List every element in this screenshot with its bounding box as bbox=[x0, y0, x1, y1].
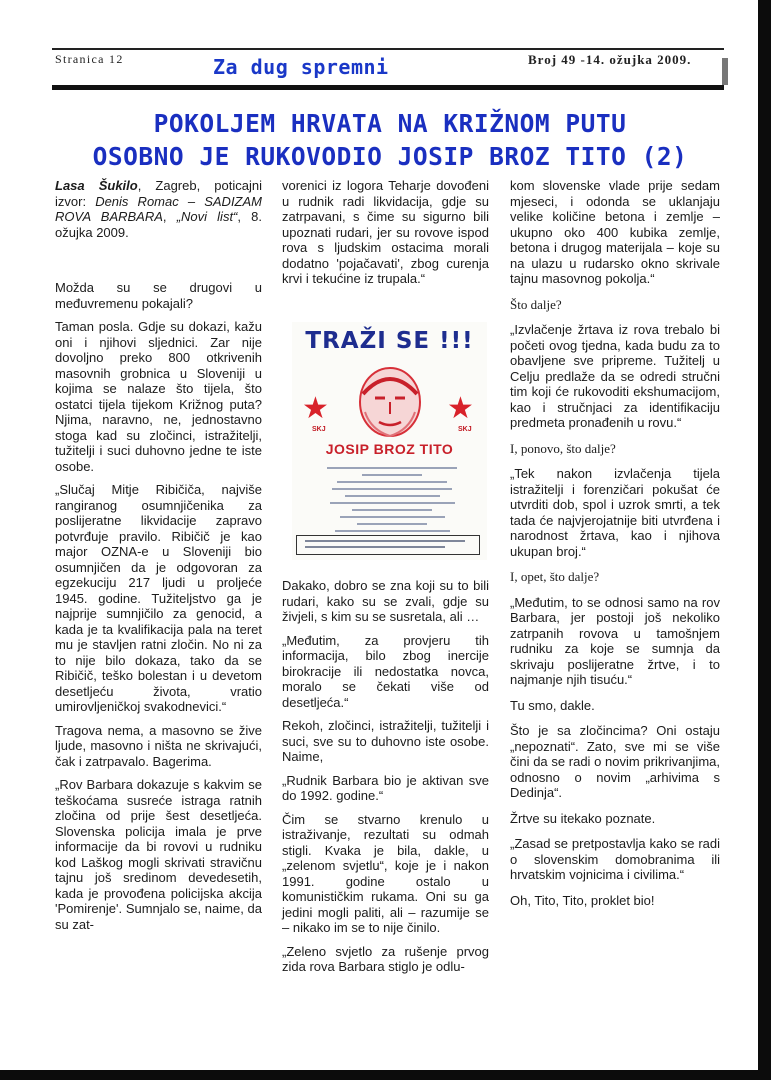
headline-line-2: OSOBNO JE RUKOVODIO JOSIP BROZ TITO (2) bbox=[92, 142, 688, 171]
poster-footer-box bbox=[296, 535, 480, 555]
header-rule-top bbox=[52, 48, 724, 50]
quote-paragraph: „Rudnik Barbara bio je aktivan sve do 1992. godine.“ bbox=[282, 772, 489, 803]
paragraph: Tu smo, dakle. bbox=[510, 697, 595, 713]
quote-paragraph: „Tek nakon izvlačenja tijela istražitelji i forenzičari pokušat će utvrditi dob, spol i uzrok smrti, a tek tada će najvjerojatnije biti utvrđena i narodnost žrtava, kao i njihova ukupan broj.“ bbox=[510, 466, 720, 559]
red-star-icon: ★ bbox=[447, 392, 474, 425]
column-2-bottom bbox=[282, 578, 489, 983]
column-3 bbox=[510, 178, 720, 918]
closing-line: Oh, Tito, Tito, proklet bio! bbox=[510, 892, 655, 908]
paragraph: Što je sa zločincima? Oni ostaju „nepoznati“. Zato, sve mi se više čini da se radi o novim prikrivanjima, odnosno o novim „arhivima s Dedinja“. bbox=[510, 723, 720, 800]
byline-source: Denis Romac – SADIZAM ROVA BARBARA bbox=[55, 193, 262, 224]
poster-fine-print bbox=[322, 462, 462, 537]
quote-paragraph: „Slučaj Mitje Ribičiča, najviše rangiranog osumnjičenika za poslijeratne likvidacije zapravo potvrđuje pravilo. Ribičič je kao major OZNA-e u Sloveniji bio osumnjičen da je odgovoran za egzekuciju 217 ljudi u proljeće 1945. godine. Tužiteljstvo ga je najprije sumnjičilo za genocid, a kada je ta kvalifikacija pala na teret mu je stavljen ratni zločin. No ni za to nije bilo dokaza, tako da se Ribičič, teško bolestan i u devetom desetljeću života, vratio umirovljeničkoj svakodnevici.“ bbox=[55, 482, 262, 714]
quote-paragraph: kom slovenske vlade prije sedam mjeseci, i odonda se uklanjaju velike količine betona i zemlje – ukupno oko 400 kubika zemlje, betona i drugog materijala – koje su na ulazu u rudarsko okno skrivale tajnu masovnog pokolja.“ bbox=[510, 178, 720, 286]
paragraph: Možda su se drugovi u međuvremenu pokajali? bbox=[55, 280, 262, 311]
poster-title: TRAŽI SE !!! bbox=[305, 328, 474, 354]
poster-name: JOSIP BROZ TITO bbox=[325, 441, 454, 457]
wanted-poster bbox=[292, 322, 487, 560]
paragraph: Čim se stvarno krenulo u istraživanje, rezultati su odmah stigli. Kvaka je bila, dakle, u „zelenom svjetlu“, koje je i nakon 1991. godine ostalo u komunističkim rukama. Oni su ga jedini mogli paliti, ali – razumije se – nikako im se to nije činilo. bbox=[282, 811, 489, 935]
section-title: Za dug spremni bbox=[213, 55, 389, 79]
page-border-bottom bbox=[0, 1070, 771, 1080]
quote-paragraph: „Međutim, to se odnosi samo na rov Barbara, jer postoji još nekoliko zatrpanih rovova u tamošnjem rudniku za koje se sumnja da skrivaju poslijeratne žrtve, i to najmanje njih tisuću.“ bbox=[510, 594, 720, 687]
page-border-right bbox=[758, 0, 771, 1080]
quote-paragraph: „Zeleno svjetlo za rušenje prvog zida rova Barbara stiglo je odlu- bbox=[282, 943, 489, 974]
quote-paragraph: „Rov Barbara dokazuje s kakvim se teškoćama susreće istraga ratnih zločina od prije šest desetljeća. Slovenska policija imala je prve informacije da bi rovovi u rudniku kod Laškog mogli skrivati stravičnu tajnu još sredinom devedesetih, kada je provođena policijska akcija 'Pomirenje'. Sumnjalo se, naime, da su zat- bbox=[55, 777, 262, 932]
byline: Lasa Šukilo, Zagreb, poticajni izvor: Denis Romac – SADIZAM ROVA BARBARA, „Novi list“, 8. ožujka 2009. bbox=[55, 178, 262, 240]
headline-line-1: POKOLJEM HRVATA NA KRIŽNOM PUTU bbox=[153, 109, 627, 138]
column-1 bbox=[55, 178, 262, 940]
question: I, ponovo, što dalje? bbox=[510, 440, 616, 456]
poster-badge-left: SKJ bbox=[312, 426, 326, 433]
quote-paragraph: „Zasad se pretpostavlja kako se radi o slovenskim domobranima ili hrvatskim vojnicima i civilima.“ bbox=[510, 836, 720, 882]
question: I, opet, što dalje? bbox=[510, 569, 600, 584]
tito-portrait bbox=[345, 364, 435, 442]
paragraph: Dakako, dobro se zna koji su to bili rudari, kako su se zvali, gdje su živjeli, s kim su se susretala, ali … bbox=[282, 578, 489, 624]
quote-paragraph: „Međutim, za provjeru tih informacija, bilo zbog inercije birokracije ili nedostatka novca, moralo se čekati više od desetljeća.“ bbox=[282, 632, 489, 710]
quote-paragraph: vorenici iz logora Teharje dovođeni u rudnik radi likvidacija, gdje su zatrpavani, s čime su sigurno bili upoznati rudari, jer su rovove ispod rova s ljudskim ostacima morali dodatno 'pojačavati', zbog curenja krvi i tekućine iz trupala.“ bbox=[282, 178, 489, 286]
header-rule-bottom bbox=[52, 85, 724, 90]
poster-badge-right: SKJ bbox=[458, 426, 472, 433]
red-star-icon: ★ bbox=[302, 392, 329, 425]
column-2-top bbox=[282, 178, 489, 295]
question: Što dalje? bbox=[510, 296, 562, 312]
header-shadow bbox=[722, 58, 728, 85]
paragraph: Žrtve su itekako poznate. bbox=[510, 810, 656, 826]
byline-paper: „Novi list“ bbox=[176, 209, 238, 224]
paragraph: Rekoh, zločinci, istražitelji, tužitelji i suci, sve su to duhovno iste osobe. Naime, bbox=[282, 718, 489, 764]
paragraph: Tragova nema, a masovno se žive ljude, masovno i ništa ne skrivajući, čak i zatrpavalo. Bagerima. bbox=[55, 722, 262, 769]
paragraph: Taman posla. Gdje su dokazi, kažu oni i njihovi sljednici. Zar nije dovoljno preko 800 otkrivenih masovnih grobnica u Sloveniji u kojima se nalaze što tijela, što ostatci tijela tijekom Križnog puta? Njima, naravno, ne, jednostavno stoga kad su zločinci, istražitelji, tužitelji i suci duhovno jedne te iste osobe. bbox=[55, 319, 262, 474]
byline-author: Lasa Šukilo bbox=[55, 178, 138, 193]
quote-paragraph: „Izvlačenje žrtava iz rova trebalo bi početi ovog tjedna, kada budu za to obavljene sve pripreme. Tužitelj u Celju predlaže da se odredi stručni tim koji će rukovoditi ekshumacijom, kao i stručnjaci za identifikaciju predmeta pronađenih u rovu.“ bbox=[510, 322, 720, 430]
page-number: Stranica 12 bbox=[55, 52, 124, 66]
issue-date: Broj 49 -14. ožujka 2009. bbox=[528, 52, 692, 67]
